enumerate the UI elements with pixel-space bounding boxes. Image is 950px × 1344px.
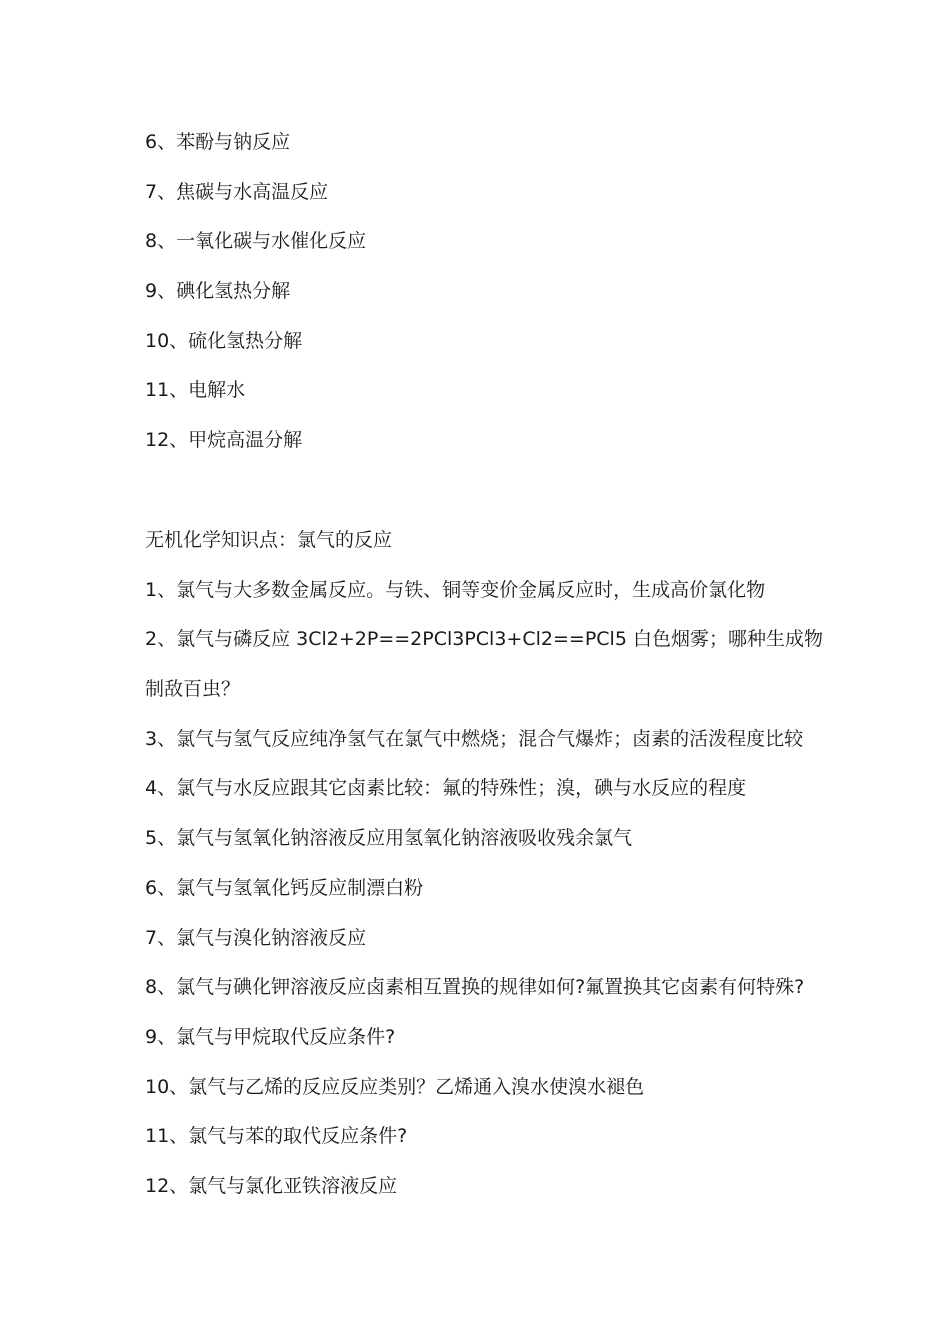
list-item: 8、氯气与碘化钾溶液反应卤素相互置换的规律如何?氟置换其它卤素有何特殊? — [145, 976, 805, 998]
section-heading: 无机化学知识点：氯气的反应 — [145, 529, 393, 551]
list-item: 10、硫化氢热分解 — [145, 330, 303, 352]
list-item: 2、氯气与磷反应 3Cl2+2P==2PCl3PCl3+Cl2==PCl5 白色烟雾；哪种生成物 — [145, 628, 823, 650]
list-item: 3、氯气与氢气反应纯净氢气在氯气中燃烧；混合气爆炸；卤素的活泼程度比较 — [145, 728, 804, 750]
list-item: 12、甲烷高温分解 — [145, 429, 303, 451]
list-item: 11、电解水 — [145, 379, 246, 401]
list-item: 6、苯酚与钠反应 — [145, 131, 291, 153]
list-item: 7、氯气与溴化钠溶液反应 — [145, 927, 367, 949]
list-item: 4、氯气与水反应跟其它卤素比较：氟的特殊性；溴，碘与水反应的程度 — [145, 777, 747, 799]
list-item: 7、焦碳与水高温反应 — [145, 181, 329, 203]
list-item: 11、氯气与苯的取代反应条件? — [145, 1125, 408, 1147]
list-item: 10、氯气与乙烯的反应反应类别？乙烯通入溴水使溴水褪色 — [145, 1076, 645, 1098]
list-item: 8、一氧化碳与水催化反应 — [145, 230, 367, 252]
list-item: 12、氯气与氯化亚铁溶液反应 — [145, 1175, 398, 1197]
list-item: 6、氯气与氢氧化钙反应制漂白粉 — [145, 877, 424, 899]
list-item: 9、氯气与甲烷取代反应条件? — [145, 1026, 396, 1048]
list-item: 1、氯气与大多数金属反应。与铁、铜等变价金属反应时，生成高价氯化物 — [145, 579, 766, 601]
list-item: 5、氯气与氢氧化钠溶液反应用氢氧化钠溶液吸收残余氯气 — [145, 827, 633, 849]
list-item-continuation: 制敌百虫？ — [145, 678, 241, 700]
list-item: 9、碘化氢热分解 — [145, 280, 291, 302]
